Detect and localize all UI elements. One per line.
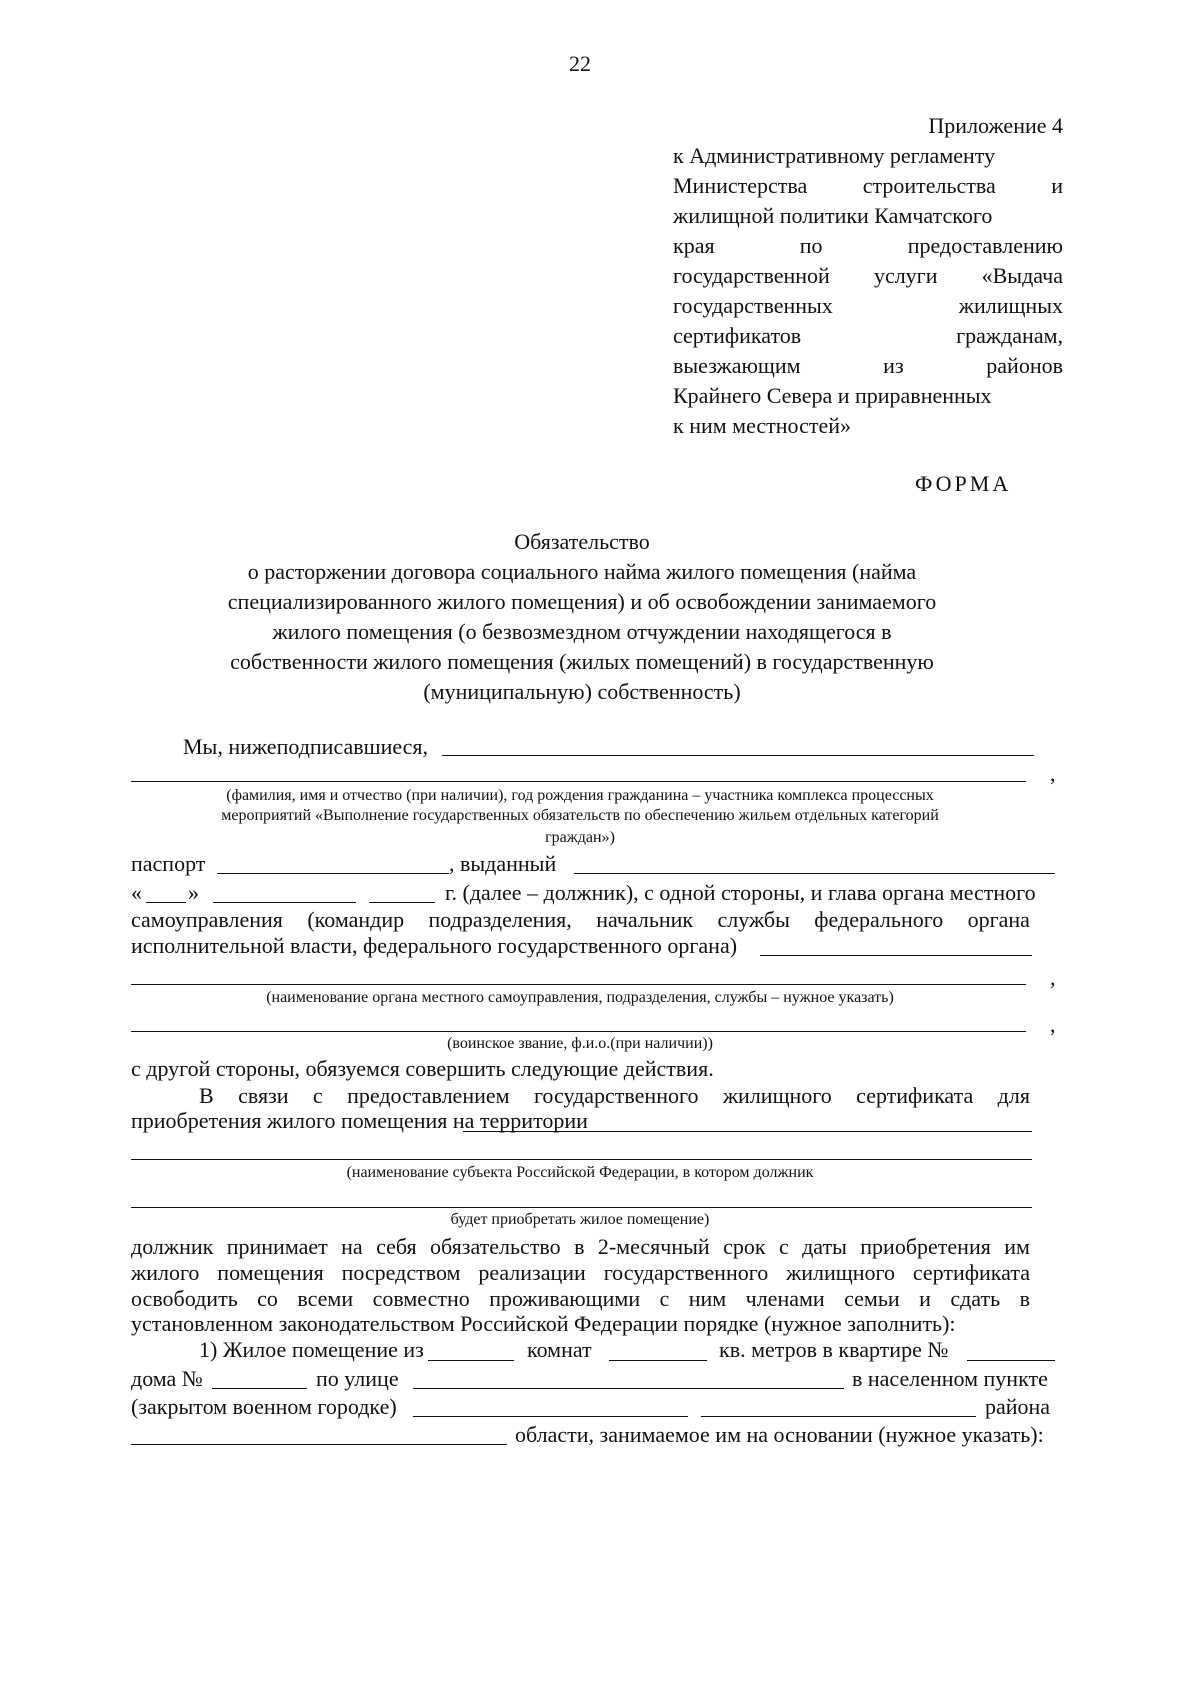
undersigned-fill-line[interactable] [442,755,1034,756]
appendix-word: к ним местностей» [673,413,852,438]
word: на [341,1234,363,1259]
self-government-text [131,906,1030,933]
word: помещения [217,1260,324,1285]
word: с [312,1083,323,1108]
word: посредством [341,1260,461,1285]
appendix-line [673,322,1063,349]
exec-power-fill-line[interactable] [760,955,1032,956]
word: В [199,1083,214,1108]
acquisition-text: приобретения жилого помещения на территории [131,1108,588,1133]
rooms-label: комнат [527,1337,592,1362]
word: жилого [131,1260,200,1285]
issued-label: , выданный [449,851,557,876]
org-fill-line[interactable] [131,984,1026,985]
document-title: Обязательство [514,529,650,554]
word: обязательство [430,1234,561,1259]
passport-label: паспорт [131,851,206,876]
house-label: дома № [131,1366,203,1391]
word: 2-месячный [597,1234,710,1259]
caption-org: (наименование органа местного самоуправления, подразделения, службы – нужное указать) [266,989,894,1006]
house-fill-line[interactable] [212,1388,307,1389]
appendix-word: выезжающим [673,353,801,378]
heading-line: (муниципальную) собственность) [423,679,741,704]
word: даты [802,1234,847,1259]
appendix-word: Крайнего Севера и приравненных [673,383,992,408]
day-fill-line[interactable] [146,902,186,903]
caption-fio-1: (фамилия, имя и отчество (при наличии), год рождения гражданина – участника комплекса процессных [226,787,934,804]
word: себя [376,1234,417,1259]
region-fill-line[interactable] [131,1444,507,1445]
caption-subject-1: (наименование субъекта Российской Федерации, в котором должник [346,1164,814,1181]
appendix-line [673,382,1063,409]
word: членами [745,1286,825,1311]
word: для [997,1083,1030,1108]
issued-by-fill-line[interactable] [574,873,1055,874]
town-fill-line[interactable] [413,1416,688,1417]
appendix-line [673,142,1063,169]
appendix-word: государственных [673,293,833,318]
we-undersigned-label: Мы, нижеподписавшиеся, [183,734,429,759]
appendix-line [673,262,1063,289]
appendix-word: районов [986,353,1063,378]
appendix-word: строительства [862,173,996,198]
word: реализации [478,1260,586,1285]
appendix-word: по [799,233,823,258]
settlement-label: в населенном пункте [852,1366,1048,1391]
heading-line: жилого помещения (о безвозмездном отчуждении находящегося в [272,619,892,644]
sqm-fill-line[interactable] [609,1360,707,1361]
appendix-word: «Выдача [981,263,1063,288]
word: (командир [307,907,405,932]
word: семьи [844,1286,900,1311]
subject-fill-line-1[interactable] [131,1159,1032,1160]
rank-fill-line[interactable] [131,1031,1026,1032]
form-label: ФОРМА [915,471,1012,496]
caption-fio-2: мероприятий «Выполнение государственных обязательств по обеспечению жильем отдельных категорий [221,807,939,824]
heading-line: специализированного жилого помещения) и об освобождении занимаемого [227,589,937,614]
word: предоставлением [347,1083,510,1108]
word: связи [238,1083,289,1108]
word: с [659,1286,670,1311]
street-fill-line[interactable] [413,1388,844,1389]
subject-fill-line-2[interactable] [131,1207,1032,1208]
word: приобретения [860,1234,991,1259]
appendix-line [673,292,1063,319]
appendix-word: предоставлению [907,233,1063,258]
word: сертификата [912,1260,1030,1285]
word: федерального [814,907,944,932]
page-number: 22 [569,51,591,76]
comma: , [1050,761,1056,786]
street-label: по улице [316,1366,399,1391]
caption-subject-2: будет приобретать жилое помещение) [450,1211,710,1228]
connection-text [199,1082,1030,1109]
appendix-word: сертификатов [673,323,802,348]
closed-town-label: (закрытом военном городке) [131,1394,397,1419]
sqm-label: кв. метров в квартире № [719,1337,949,1362]
word: начальник [596,907,694,932]
appendix-word: Министерства [673,173,808,198]
word: срок [723,1234,766,1259]
territory-fill-line[interactable] [463,1131,1032,1132]
word: жилищного [722,1083,832,1108]
appendix-title: Приложение 4 [928,113,1063,138]
exec-power-text: исполнительной власти, федерального государственного органа) [131,933,738,958]
word: им [1004,1234,1030,1259]
word: совместно [372,1286,470,1311]
word: подразделения, [428,907,572,932]
appendix-word: услуги [873,263,938,288]
word: сдать [950,1286,1001,1311]
appendix-word: к Административному регламенту [673,143,996,168]
appendix-word: края [673,233,715,258]
district-label: района [985,1394,1051,1419]
word: освободить [131,1286,238,1311]
word: со [257,1286,278,1311]
appendix-word: жилищных [958,293,1063,318]
appendix-word: жилищной политики Камчатского [673,203,993,228]
obligation-line [131,1259,1030,1286]
word: и [919,1286,931,1311]
item1-label: 1) Жилое помещение из [199,1337,424,1362]
word: принимает [226,1234,328,1259]
word: службы [717,907,790,932]
appendix-word: государственной [673,263,830,288]
heading-line: о расторжении договора социального найма жилого помещения (найма [247,559,917,584]
appendix-word: и [1051,173,1063,198]
obligation-last-line: установленном законодательством Российской Федерации порядке (нужное заполнить): [131,1311,956,1336]
word: жилищного [786,1260,895,1285]
word: государственного [603,1260,769,1285]
word: самоуправления [131,907,283,932]
fio-fill-line[interactable] [131,781,1026,782]
appendix-line [673,172,1063,199]
word: в [574,1234,585,1259]
word: всеми [297,1286,354,1311]
appendix-word: из [883,353,904,378]
appendix-line [673,202,1063,229]
passport-fill-line[interactable] [217,873,449,874]
district-fill-line[interactable] [701,1416,976,1417]
quote-close: » [188,880,199,905]
obligation-line [131,1233,1030,1260]
quote-open: « [131,880,142,905]
other-side-text: с другой стороны, обязуемся совершить следующие действия. [131,1056,714,1081]
appendix-word: гражданам, [956,323,1063,348]
appendix-line [673,412,1063,439]
word: сертификата [856,1083,974,1108]
rooms-fill-line[interactable] [428,1360,514,1361]
word: в [1019,1286,1030,1311]
obligation-line [131,1285,1030,1312]
word: с [778,1234,789,1259]
word: государственного [533,1083,699,1108]
appendix-line [673,232,1063,259]
apartment-fill-line[interactable] [967,1360,1055,1361]
appendix-line [673,352,1063,379]
year-fill-line[interactable] [369,902,435,903]
caption-fio-3: граждан») [545,829,615,846]
caption-rank: (воинское звание, ф.и.о.(при наличии)) [447,1035,713,1052]
heading-line: собственности жилого помещения (жилых помещений) в государственную [230,649,934,674]
year-debtor-text: г. (далее – должник), с одной стороны, и глава органа местного [445,880,1036,905]
comma: , [1050,1012,1056,1037]
word: органа [967,907,1030,932]
word: должник [131,1234,214,1259]
word: ним [688,1286,727,1311]
word: проживающими [489,1286,641,1311]
month-fill-line[interactable] [213,902,356,903]
comma: , [1050,965,1056,990]
region-basis-text: области, занимаемое им на основании (нужное указать): [515,1422,1044,1447]
